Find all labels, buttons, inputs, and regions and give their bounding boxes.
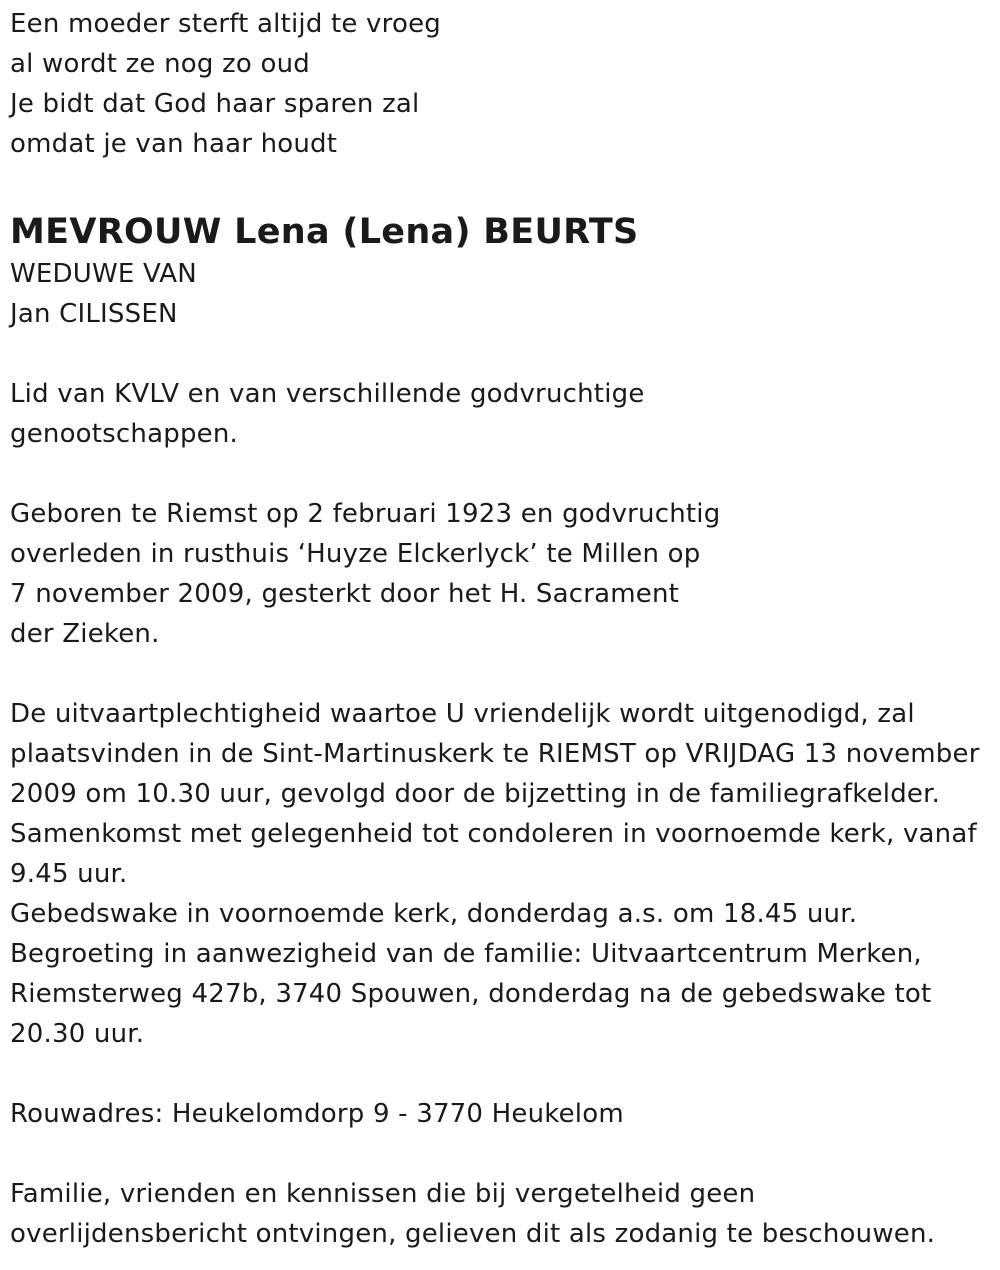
spacer: [10, 454, 995, 494]
deceased-block: [10, 210, 995, 334]
deceased-name: MEVROUW Lena (Lena) BEURTS: [10, 212, 639, 252]
paragraph-line: der Zieken.: [10, 619, 160, 649]
spacer: [10, 164, 995, 210]
paragraph-line: 2009 om 10.30 uur, gevolgd door de bijzetting in de familiegrafkelder.: [10, 779, 941, 809]
spacer: [10, 1054, 995, 1094]
paragraph-line: Gebedswake in voornoemde kerk, donderdag a.s. om 18.45 uur.: [10, 899, 858, 929]
paragraph-line: Begroeting in aanwezigheid van de familie: Uitvaartcentrum Merken,: [10, 939, 922, 969]
poem-line: al wordt ze nog zo oud: [10, 49, 310, 79]
spouse-name: Jan CILISSEN: [10, 299, 178, 329]
mourning-address: Rouwadres: Heukelomdorp 9 - 3770 Heukelom: [10, 1099, 624, 1129]
paragraph-line: overlijdensbericht ontvingen, gelieven dit als zodanig te beschouwen.: [10, 1219, 936, 1249]
paragraph-line: 7 november 2009, gesterkt door het H. Sacrament: [10, 579, 680, 609]
paragraph-line: 9.45 uur.: [10, 859, 128, 889]
membership-paragraph: [10, 374, 995, 454]
paragraph-line: 20.30 uur.: [10, 1019, 145, 1049]
paragraph-line: Lid van KVLV en van verschillende godvruchtige: [10, 379, 645, 409]
paragraph-line: Riemsterweg 427b, 3740 Spouwen, donderdag na de gebedswake tot: [10, 979, 932, 1009]
spacer: [10, 1134, 995, 1174]
paragraph-line: genootschappen.: [10, 419, 238, 449]
poem-line: omdat je van haar houdt: [10, 129, 338, 159]
paragraph-line: plaatsvinden in de Sint-Martinuskerk te RIEMST op VRIJDAG 13 november: [10, 739, 980, 769]
spacer: [10, 334, 995, 374]
spacer: [10, 654, 995, 694]
paragraph-line: Familie, vrienden en kennissen die bij vergetelheid geen: [10, 1179, 756, 1209]
paragraph-line: De uitvaartplechtigheid waartoe U vriendelijk wordt uitgenodigd, zal: [10, 699, 915, 729]
paragraph-line: overleden in rusthuis ‘Huyze Elckerlyck’ te Millen op: [10, 539, 701, 569]
obituary-page: [10, 4, 995, 1254]
poem-line: Een moeder sterft altijd te vroeg: [10, 9, 441, 39]
funeral-paragraph: [10, 694, 995, 1054]
poem-line: Je bidt dat God haar sparen zal: [10, 89, 420, 119]
birth-death-paragraph: [10, 494, 995, 654]
closing-paragraph: [10, 1174, 995, 1254]
address-paragraph: [10, 1094, 995, 1134]
paragraph-line: Geboren te Riemst op 2 februari 1923 en godvruchtig: [10, 499, 721, 529]
paragraph-line: Samenkomst met gelegenheid tot condoleren in voornoemde kerk, vanaf: [10, 819, 977, 849]
relation-label: WEDUWE VAN: [10, 259, 197, 289]
poem: [10, 4, 995, 164]
